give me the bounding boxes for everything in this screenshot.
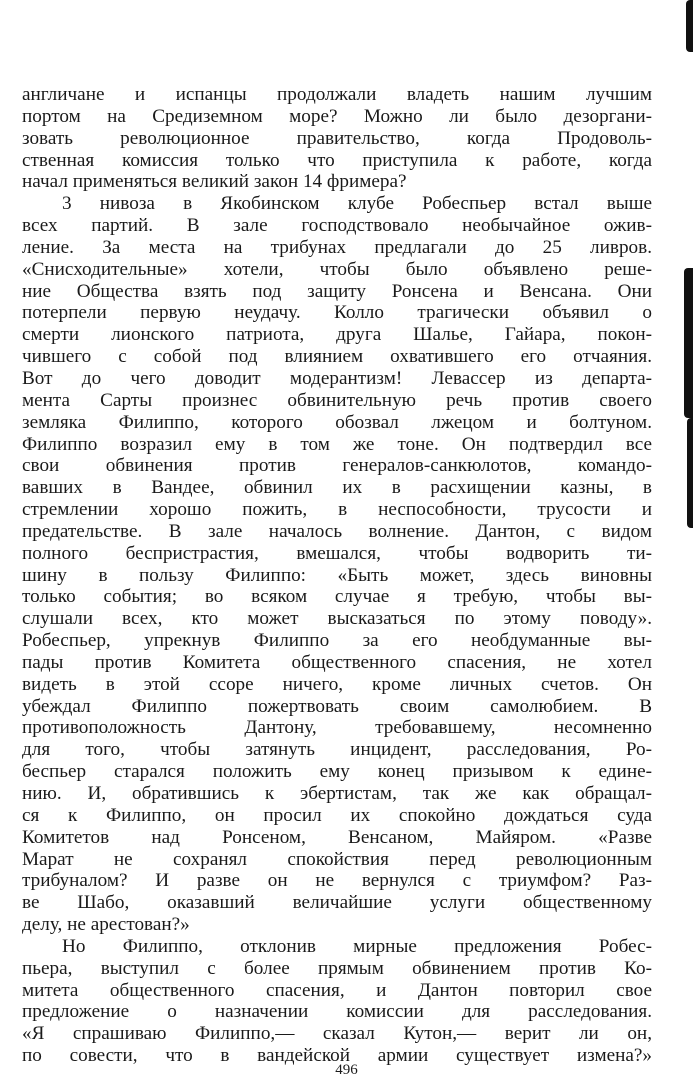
text-line: полного беспристрастия, вмешался, чтобы водворить ти-: [22, 542, 652, 564]
text-line: 3 нивоза в Якобинском клубе Робеспьер встал выше: [62, 193, 652, 215]
text-line: ние Общества взять под защиту Ронсена и Венсана. Они: [22, 280, 652, 302]
text-line: ве Шабо, оказавший величайшие услуги общественному: [22, 892, 652, 914]
text-line: видеть в этой ссоре ничего, кроме личных счетов. Он: [22, 673, 652, 695]
text-line: Марат не сохранял спокойствия перед революционным: [22, 848, 652, 870]
text-line: начал применяться великий закон 14 фримера?: [22, 171, 407, 193]
text-line: слушали всех, кто может высказаться по этому поводу».: [22, 608, 652, 630]
text-line: ление. За места на трибунах предлагали до 25 ливров.: [22, 236, 652, 258]
text-line: шину в пользу Филиппо: «Быть может, здесь виновны: [22, 564, 652, 586]
text-line: «Я спрашиваю Филиппо,— сказал Кутон,— верит ли он,: [22, 1023, 652, 1045]
text-line: портом на Средиземном море? Можно ли было дезоргани-: [22, 105, 652, 127]
text-line: земляка Филиппо, которого обозвал лжецом и болтуном.: [22, 411, 652, 433]
text-line: вавших в Вандее, обвинил их в расхищении казны, в: [22, 477, 652, 499]
text-line: по совести, что в вандейской армии существует измена?»: [22, 1045, 652, 1067]
text-line: беспьер старался положить ему конец призывом к едине-: [22, 761, 652, 783]
text-line: всех партий. В зале господствовало необычайное ожив-: [22, 215, 652, 237]
text-line: предательстве. В зале началось волнение. Дантон, с видом: [22, 520, 652, 542]
text-line: стремлении хорошо пожить, в неспособности, трусости и: [22, 499, 652, 521]
text-line: смерти лионского патриота, друга Шалье, Гайара, покон-: [22, 324, 652, 346]
text-line: противоположность Дантону, требовавшему, несомненно: [22, 717, 652, 739]
text-line: англичане и испанцы продолжали владеть нашим лучшим: [22, 84, 652, 105]
text-line: предложение о назначении комиссии для расследования.: [22, 1001, 652, 1023]
text-line: Но Филиппо, отклонив мирные предложения Робес-: [62, 935, 652, 957]
text-line: чившего с собой под влиянием охватившего его отчаяния.: [22, 346, 652, 368]
text-line: трибуналом? И разве он не вернулся с триумфом? Раз-: [22, 870, 652, 892]
text-line: ся к Филиппо, он просил их спокойно дождаться суда: [22, 804, 652, 826]
text-line: ственная комиссия только что приступила к работе, когда: [22, 149, 652, 171]
paragraph-2: [22, 193, 652, 936]
paragraph-3: [22, 936, 652, 1067]
text-line: свои обвинения против генералов-санкюлотов, командо-: [22, 455, 652, 477]
text-line: Вот до чего доводит модерантизм! Левассер из департа-: [22, 367, 652, 389]
text-line: для того, чтобы затянуть инцидент, расследования, Ро-: [22, 739, 652, 761]
text-line: зовать революционное правительство, когда Продоволь-: [22, 127, 652, 149]
text-line: нию. И, обратившись к эбертистам, так же как обращал-: [22, 783, 652, 804]
scan-edge-shadow: [687, 418, 693, 528]
text-line: «Снисходительные» хотели, чтобы было объявлено реше-: [22, 258, 652, 280]
scan-edge-shadow: [684, 268, 693, 418]
text-line: делу, не арестован?»: [22, 914, 190, 936]
page-body: [22, 84, 652, 1067]
text-line: Робеспьер, упрекнув Филиппо за его необдуманные вы-: [22, 630, 652, 652]
text-line: Филиппо возразил ему в том же тоне. Он подтвердил все: [22, 433, 652, 455]
text-line: потерпели первую неудачу. Колло трагически объявил о: [22, 302, 652, 324]
paragraph-1: [22, 84, 652, 193]
text-line: мента Сарты произнес обвинительную речь против своего: [22, 389, 652, 411]
text-line: пьера, выступил с более прямым обвинением против Ко-: [22, 957, 652, 979]
text-line: убеждал Филиппо пожертвовать своим самолюбием. В: [22, 695, 652, 717]
text-line: Комитетов над Ронсеном, Венсаном, Майяром. «Разве: [22, 826, 652, 848]
scan-edge-shadow: [686, 0, 693, 52]
text-line: только события; во всяком случае я требую, чтобы вы-: [22, 586, 652, 608]
text-line: митета общественного спасения, и Дантон повторил свое: [22, 979, 652, 1001]
text-line: пады против Комитета общественного спасения, не хотел: [22, 651, 652, 673]
page-number: 496: [335, 1062, 358, 1078]
